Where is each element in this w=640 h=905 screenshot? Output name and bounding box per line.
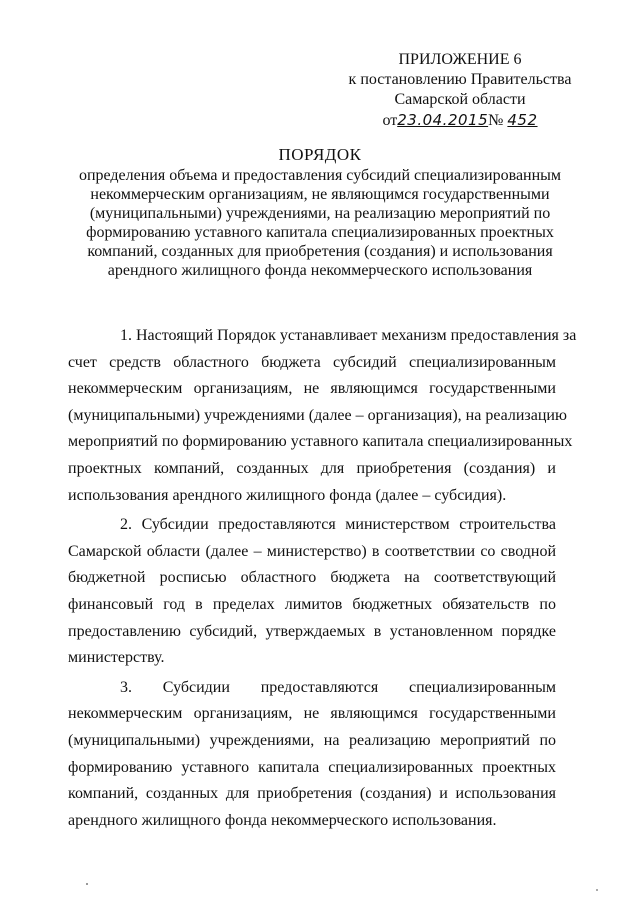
date-number-line	[340, 110, 580, 131]
handwritten-date: 23.04.2015	[397, 111, 489, 129]
paragraph-line: некоммерческим организациям, не являющимся государственными	[68, 705, 556, 723]
paragraph-line: 3. Субсидии предоставляются специализированным	[120, 678, 556, 696]
paragraph-line: (муниципальными) учреждениями, на реализацию мероприятий по	[68, 731, 556, 749]
paragraph-2	[68, 512, 556, 672]
paragraph-line: бюджетной росписью областного бюджета на соответствующий	[68, 569, 556, 587]
decree-line-2: Самарской области	[394, 91, 526, 108]
paragraph-line: арендного жилищного фонда некоммерческого использования.	[68, 811, 497, 829]
paragraph-line: мероприятий по формированию уставного капитала специализированных	[68, 433, 573, 451]
number-prefix: №	[488, 112, 504, 129]
decree-line-1: к постановлению Правительства	[348, 71, 572, 88]
appendix-label: ПРИЛОЖЕНИЕ 6	[398, 51, 522, 68]
title-line: арендного жилищного фонда некоммерческого использования	[107, 262, 533, 279]
document-title	[70, 145, 570, 280]
title-line: компаний, созданных для приобретения (создания) и использования	[87, 243, 553, 260]
title-line: формированию уставного капитала специализированных проектных	[86, 224, 554, 241]
paragraph-line: 2. Субсидии предоставляются министерством строительства	[120, 516, 556, 534]
paragraph-line: счет средств областного бюджета субсидий специализированным	[68, 353, 556, 371]
paragraph-line: финансовый год в пределах лимитов бюджетных обязательств по	[68, 595, 556, 613]
title-heading: ПОРЯДОК	[278, 145, 362, 164]
title-line: (муниципальными) учреждениями, на реализацию мероприятий по	[89, 205, 551, 222]
paragraph-line: предоставлению субсидий, утверждаемых в установленном порядке	[68, 622, 556, 640]
title-line: некоммерческим организациям, не являющимся государственными	[90, 186, 550, 203]
handwritten-number: 452	[507, 111, 538, 129]
appendix-header	[340, 50, 580, 131]
scan-speck	[86, 883, 88, 885]
document-body	[68, 323, 577, 834]
title-line: определения объема и предоставления субсидий специализированным	[78, 167, 562, 184]
paragraph-line: компаний, созданных для приобретения (создания) и использования	[68, 785, 556, 803]
paragraph-3	[68, 675, 556, 835]
paragraph-line: некоммерческим организациям, не являющимся государственными	[68, 380, 556, 398]
paragraph-line: министерству.	[68, 649, 165, 667]
paragraph-line: формированию уставного капитала специализированных проектных	[68, 758, 556, 776]
paragraph-line: 1. Настоящий Порядок устанавливает механизм предоставления за	[120, 327, 577, 344]
paragraph-line: использования арендного жилищного фонда (далее – субсидия).	[68, 486, 507, 504]
paragraph-1	[68, 323, 577, 509]
paragraph-line: проектных компаний, созданных для приобретения (создания) и	[68, 459, 556, 477]
scan-speck	[596, 889, 598, 891]
paragraph-line: (муниципальными) учреждениями (далее – организация), на реализацию	[68, 406, 567, 424]
date-prefix: от	[382, 112, 398, 129]
paragraph-line: Самарской области (далее – министерство) в соответствии со сводной	[68, 542, 556, 560]
